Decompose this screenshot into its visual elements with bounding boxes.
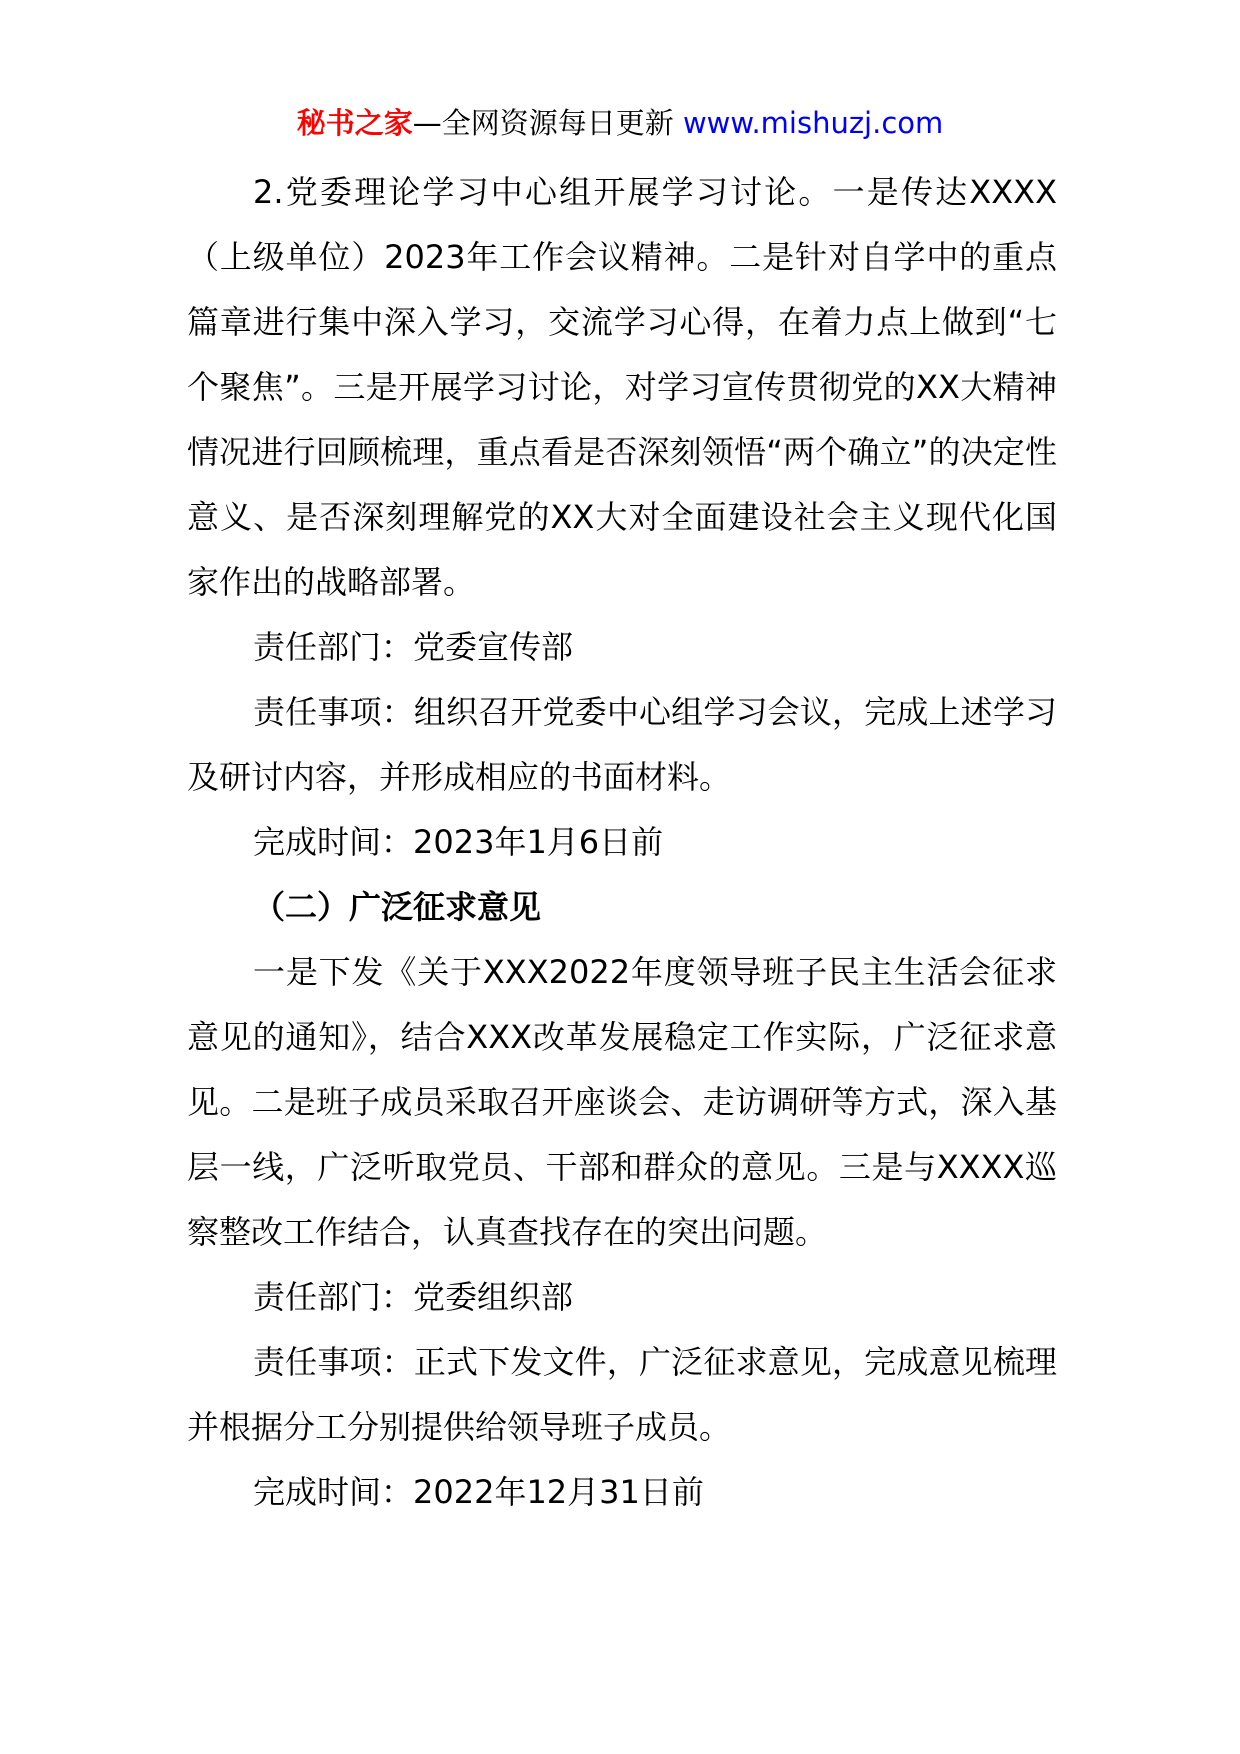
paragraph-solicit-opinions: 一是下发《关于XXX2022年度领导班子民主生活会征求意见的通知》，结合XXX改革发展稳定工作实际，广泛征求意见。二是班子成员采取召开座谈会、走访调研等方式，深入基层一线，广泛听取党员、干部和群众的意见。三是与XXXX巡察整改工作结合，认真查找存在的突出问题。 [187, 953, 1057, 1251]
document-body [187, 160, 1057, 1525]
site-brand: 秘书之家 [296, 106, 413, 140]
responsible-items: 责任事项：组织召开党委中心组学习会议，完成上述学习及研讨内容，并形成相应的书面材料。 [187, 693, 1057, 796]
page-header [0, 101, 1240, 145]
responsible-department: 责任部门：党委宣传部 [253, 628, 574, 666]
paragraph-study-discussion: 2.党委理论学习中心组开展学习讨论。一是传达XXXX（上级单位）2023年工作会议精神。二是针对自学中的重点篇章进行集中深入学习，交流学习心得，在着力点上做到“七个聚焦”。三是开展学习讨论，对学习宣传贯彻党的XX大精神情况进行回顾梳理，重点看是否深刻领悟“两个确立”的决定性意义、是否深刻理解党的XX大对全面建设社会主义现代化国家作出的战略部署。 [187, 173, 1057, 601]
completion-time: 完成时间：2023年1月6日前 [253, 823, 664, 861]
site-url-link[interactable]: www.mishuzj.com [682, 106, 944, 140]
section-heading: （二）广泛征求意见 [253, 888, 542, 926]
responsible-department: 责任部门：党委组织部 [253, 1278, 574, 1316]
completion-time: 完成时间：2022年12月31日前 [253, 1473, 704, 1511]
responsible-items: 责任事项：正式下发文件，广泛征求意见，完成意见梳理并根据分工分别提供给领导班子成员。 [187, 1343, 1057, 1446]
site-tagline: —全网资源每日更新 [412, 106, 683, 140]
